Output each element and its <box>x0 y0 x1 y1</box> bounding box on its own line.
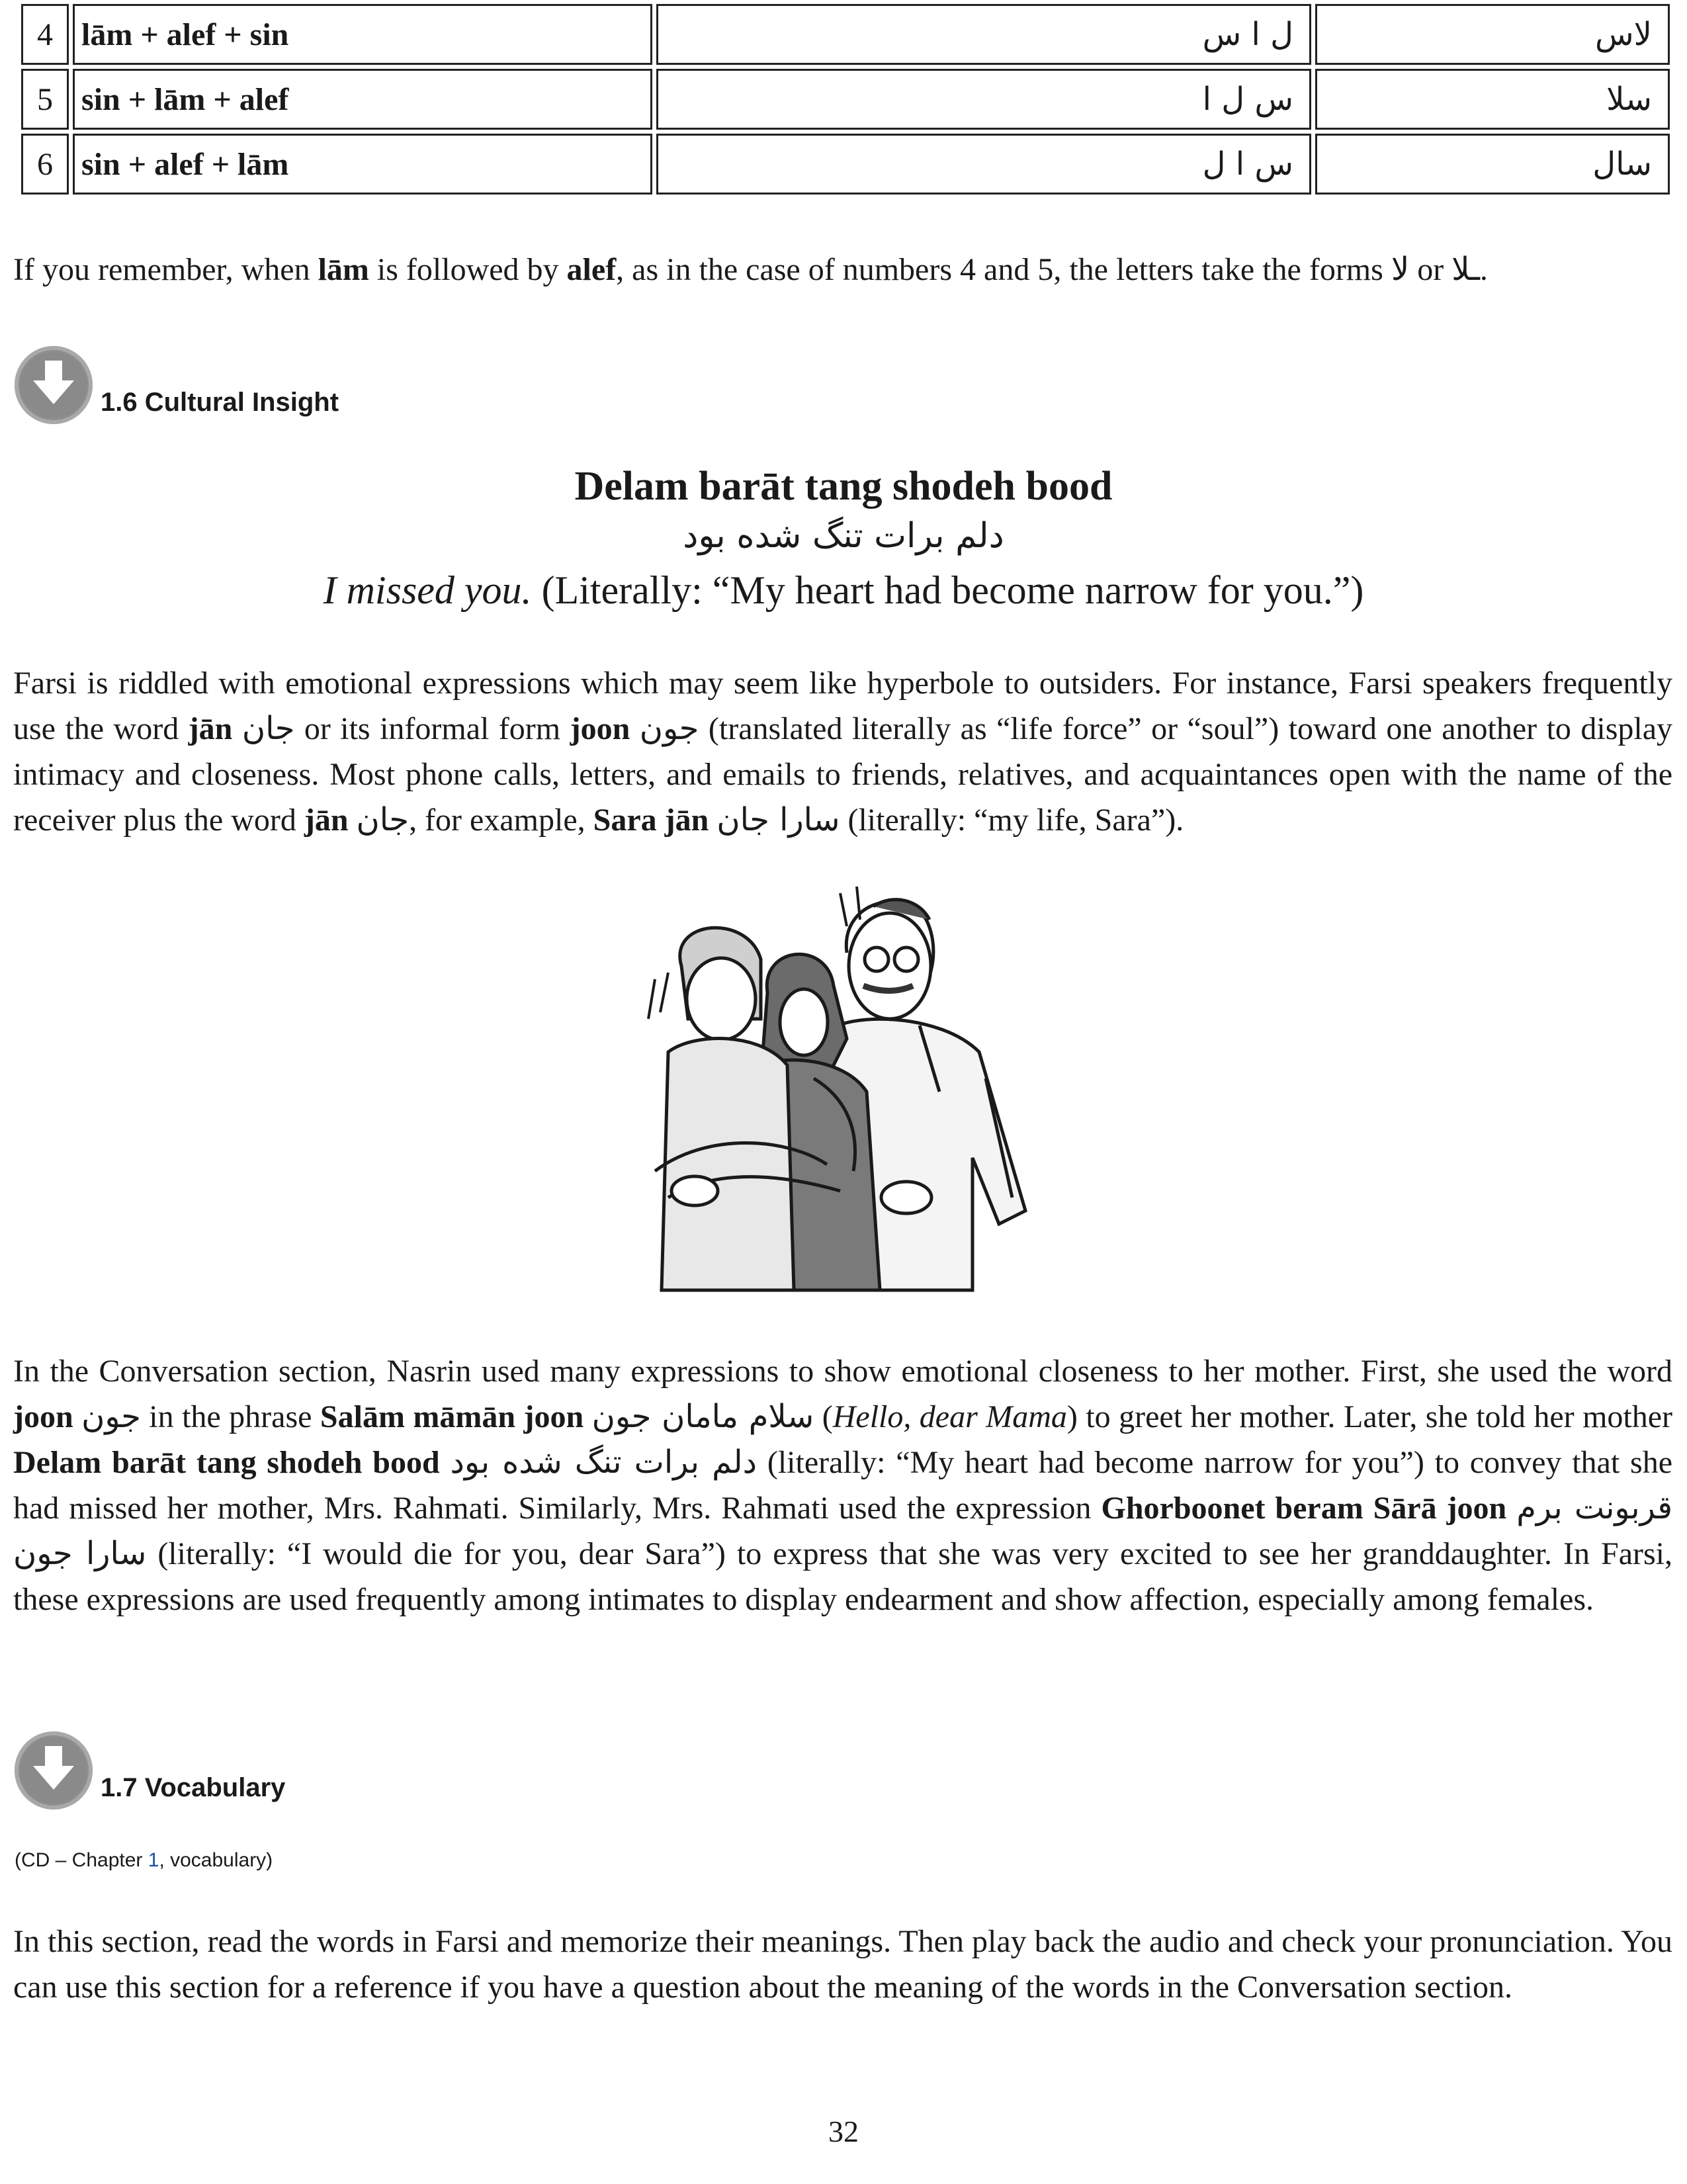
letter-combination-table <box>17 0 1674 198</box>
joined-letters: سال <box>1315 134 1670 195</box>
cd-reference: (CD – Chapter 1, vocabulary) <box>15 1849 273 1871</box>
letter-names: sin + alef + lām <box>73 134 652 195</box>
section-title: 1.7 Vocabulary <box>101 1773 286 1802</box>
chapter-link[interactable]: 1 <box>148 1849 159 1871</box>
table-row <box>21 69 1670 130</box>
row-number: 6 <box>21 134 69 195</box>
insight-translation: I missed you. (Literally: “My heart had become narrow for you.”) <box>323 568 1364 612</box>
page-number: 32 <box>828 2115 859 2148</box>
separate-letters: س ا ل <box>656 134 1311 195</box>
paragraph-jan: Farsi is riddled with emotional expressions which may seem like hyperbole to outsiders. For instance, Farsi speakers frequently use the word jān جان or its informal form joon جون (translated literally as “life force” or “soul”) toward one another to display intimacy and closeness. Most phone calls, letters, and emails to friends, relatives, and acquaintances open with the name of the receiver plus the word jān جان, for example, Sara jān سارا جان (literally: “my life, Sara”). <box>13 666 1673 838</box>
row-number: 4 <box>21 4 69 65</box>
remember-paragraph: If you remember, when lām is followed by alef, as in the case of numbers 4 and 5, the letters take the forms لا or ـلا. <box>13 251 1488 288</box>
row-number: 5 <box>21 69 69 130</box>
paragraph-conversation: In the Conversation section, Nasrin used many expressions to show emotional closeness to her mother. First, she used the word joon جون in the phrase Salām māmān joon سلام مامان جون (Hello, dear Mama) to greet her mother. Later, she told her mother Delam barāt tang shodeh bood دلم برات تنگ شده بود (literally: “My heart had become narrow for you”) to convey that she had missed her mother, Mrs. Rahmati. Similarly, Mrs. Rahmati used the expression Ghorboonet beram Sārā joon قربونت برم سارا جون (literally: “I would die for you, dear Sara”) to express that she was very excited to see her granddaughter. In Farsi, these expressions are used frequently among intimates to display endearment and show affection, especially among females. <box>13 1354 1673 1617</box>
section-title: 1.6 Cultural Insight <box>101 388 339 417</box>
letter-names: sin + lām + alef <box>73 69 652 130</box>
download-icon[interactable] <box>15 1731 93 1810</box>
joined-letters: لاس <box>1315 4 1670 65</box>
table-row <box>21 134 1670 195</box>
joined-letters: سلا <box>1315 69 1670 130</box>
letter-names: lām + alef + sin <box>73 4 652 65</box>
table-row <box>21 4 1670 65</box>
paragraph-vocabulary: In this section, read the words in Farsi and memorize their meanings. Then play back the audio and check your pronunciation. You can use this section for a reference if you have a question about the meaning of the words in the Conversation section. <box>13 1924 1672 2005</box>
insight-heading: Delam barāt tang shodeh bood <box>574 464 1113 509</box>
separate-letters: س ل ا <box>656 69 1311 130</box>
family-embrace-illustration <box>628 880 1065 1303</box>
separate-letters: ل ا س <box>656 4 1311 65</box>
download-icon[interactable] <box>15 346 93 424</box>
insight-farsi: دلم برات تنگ شده بود <box>683 516 1004 556</box>
